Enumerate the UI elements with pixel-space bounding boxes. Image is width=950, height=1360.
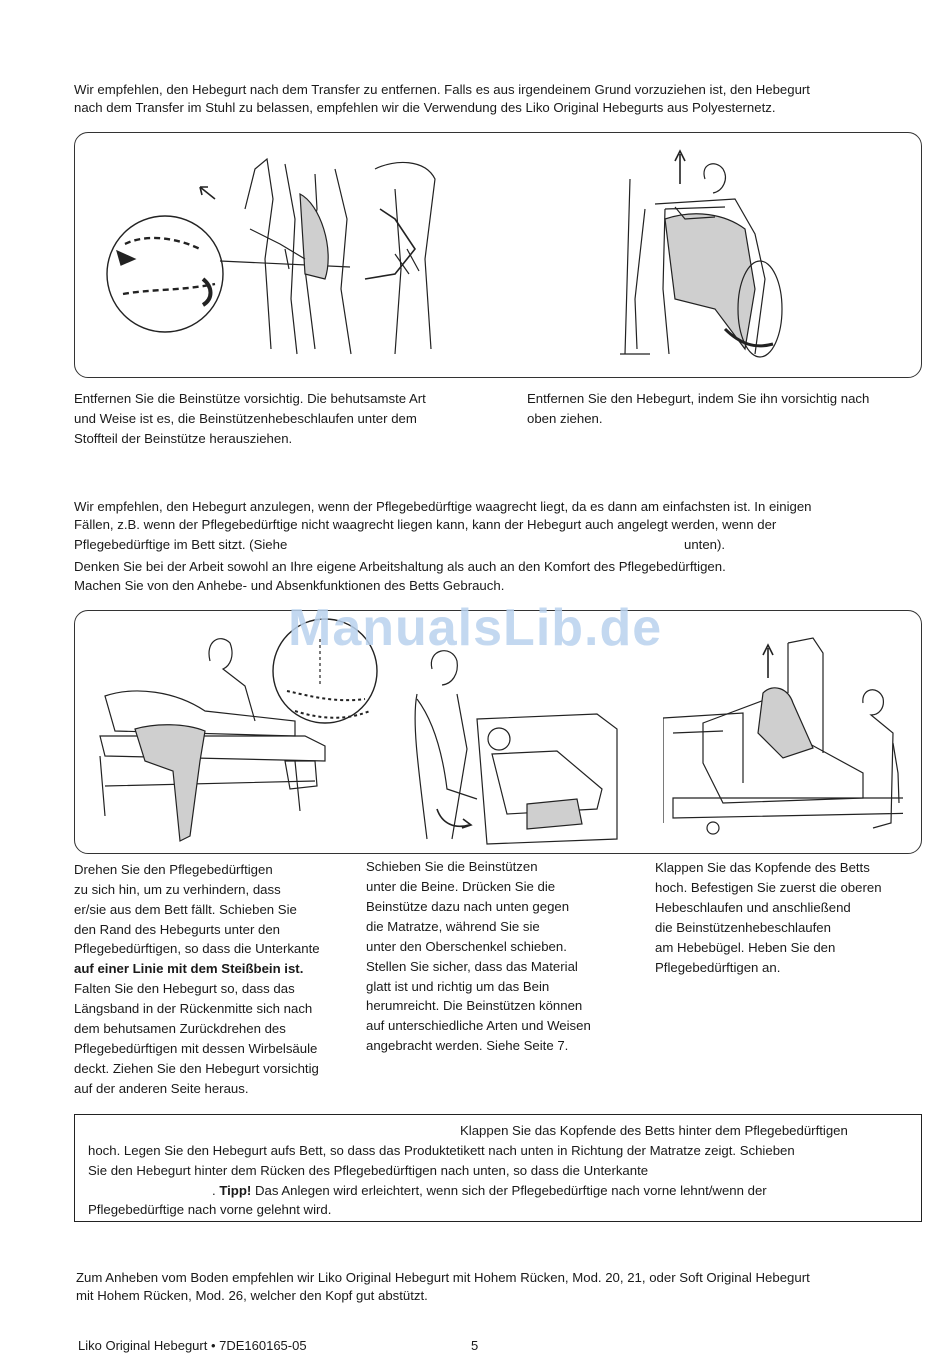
lift-patient-illustration — [663, 623, 903, 838]
floor-line-1: Zum Anheben vom Boden empfehlen wir Liko Original Hebegurt mit Hohem Rücken, Mod. 20, 21, oder Soft Original Hebegurt — [76, 1270, 810, 1285]
step-2-line: Stellen Sie sicher, dass das Material — [366, 959, 578, 974]
step-1-line: dem behutsamen Zurückdrehen des — [74, 1021, 286, 1036]
step-1-line: Drehen Sie den Pflegebedürftigen — [74, 862, 273, 877]
intro-line-1: Wir empfehlen, den Hebegurt nach dem Transfer zu entfernen. Falls es aus irgendeinem Grund vorzuziehen ist, den Hebegurt — [74, 82, 810, 97]
step-2-line: angebracht werden. Siehe Seite 7. — [366, 1038, 569, 1053]
insert-leg-support-illustration — [397, 639, 622, 849]
step-3-line: Pflegebedürftigen an. — [655, 960, 781, 975]
tipp-label: Tipp! — [219, 1183, 252, 1198]
note-tipp-text: Das Anlegen wird erleichtert, wenn sich der Pflegebedürftige nach vorne lehnt/wenn der — [254, 1183, 767, 1198]
removal-right-line-2: oben ziehen. — [527, 411, 603, 426]
step-1-line: deckt. Ziehen Sie den Hebegurt vorsichtig — [74, 1061, 319, 1076]
footer-page-number: 5 — [471, 1338, 479, 1353]
apply-line-4: Denken Sie bei der Arbeit sowohl an Ihre eigene Arbeitshaltung als auch an den Komfort des Pflegebedürftigen. — [74, 559, 726, 574]
apply-line-3a: Pflegebedürftige im Bett sitzt. (Siehe — [74, 537, 288, 552]
step-1-line: Längsband in der Rückenmitte sich nach — [74, 1001, 313, 1016]
note-line-4: . Tipp! Das Anlegen wird erleichtert, wenn sich der Pflegebedürftige nach vorne lehnt/wenn der — [212, 1183, 767, 1198]
step-2-line: Schieben Sie die Beinstützen — [366, 859, 538, 874]
apply-line-3b: unten). — [684, 537, 726, 552]
removal-left-line-2: und Weise ist es, die Beinstützenhebeschlaufen unter dem — [74, 411, 417, 426]
step-1-bold-line: auf einer Linie mit dem Steißbein ist. — [74, 961, 304, 976]
step-3-line: die Beinstützenhebeschlaufen — [655, 920, 831, 935]
step-2-line: auf unterschiedliche Arten und Weisen — [366, 1018, 591, 1033]
step-3-line: hoch. Befestigen Sie zuerst die oberen — [655, 880, 882, 895]
removal-left-line-1: Entfernen Sie die Beinstütze vorsichtig. Die behutsamste Art — [74, 391, 426, 406]
step-2-line: die Matratze, während Sie sie — [366, 919, 540, 934]
step-1-line: Falten Sie den Hebegurt so, dass das — [74, 981, 295, 996]
step-1-line: Pflegebedürftigen, so dass die Unterkante — [74, 941, 320, 956]
note-line-1: Klappen Sie das Kopfende des Betts hinter dem Pflegebedürftigen — [460, 1123, 848, 1138]
step-1-line: den Rand des Hebegurts unter den — [74, 922, 281, 937]
step-2-line: unter die Beine. Drücken Sie die — [366, 879, 556, 894]
step-2-line: Beinstütze dazu nach unten gegen — [366, 899, 570, 914]
step-1-line: Pflegebedürftigen mit dessen Wirbelsäule — [74, 1041, 318, 1056]
step-2-line: unter den Oberschenkel schieben. — [366, 939, 567, 954]
removal-illustration-frame — [74, 132, 922, 378]
remove-sling-upward-illustration — [605, 149, 805, 364]
step-3-line: am Hebebügel. Heben Sie den — [655, 940, 836, 955]
step-3-line: Hebeschlaufen und anschließend — [655, 900, 851, 915]
apply-line-1: Wir empfehlen, den Hebegurt anzulegen, wenn der Pflegebedürftige waagrecht liegt, da es dann am einfachsten ist. In einigen — [74, 499, 812, 514]
step-1-line: auf der anderen Seite heraus. — [74, 1081, 249, 1096]
note-line-5: Pflegebedürftige nach vorne gelehnt wird. — [88, 1202, 332, 1217]
apply-line-5: Machen Sie von den Anhebe- und Absenkfunktionen des Betts Gebrauch. — [74, 578, 505, 593]
remove-leg-support-illustration — [95, 149, 455, 359]
step-1-line: zu sich hin, um zu verhindern, dass — [74, 882, 281, 897]
step-1-line: er/sie aus dem Bett fällt. Schieben Sie — [74, 902, 297, 917]
footer-document-id: Liko Original Hebegurt • 7DE160165-05 — [78, 1338, 307, 1353]
removal-right-line-1: Entfernen Sie den Hebegurt, indem Sie ihn vorsichtig nach — [527, 391, 870, 406]
note-line-3: Sie den Hebegurt hinter dem Rücken des Pflegebedürftigen nach unten, so dass die Unterkante — [88, 1163, 649, 1178]
apply-line-2: Fällen, z.B. wenn der Pflegebedürftige nicht waagrecht liegen kann, kann der Hebegurt auch angelegt werden, wenn der — [74, 517, 777, 532]
step-2-line: herumreicht. Die Beinstützen können — [366, 998, 583, 1013]
step-2-line: glatt ist und richtig um das Bein — [366, 979, 550, 994]
step-3-line: Klappen Sie das Kopfende des Betts — [655, 860, 870, 875]
intro-line-2: nach dem Transfer im Stuhl zu belassen, empfehlen wir die Verwendung des Liko Original Hebegurts aus Polyesternetz. — [74, 100, 776, 115]
floor-line-2: mit Hohem Rücken, Mod. 26, welcher den Kopf gut abstützt. — [76, 1288, 428, 1303]
note-line-2: hoch. Legen Sie den Hebegurt aufs Bett, so dass das Produktetikett nach unten in Richtung der Matratze zeigt. Schieben — [88, 1143, 795, 1158]
removal-left-line-3: Stoffteil der Beinstütze herausziehen. — [74, 431, 293, 446]
manualslib-watermark: ManualsLib.de — [288, 599, 663, 657]
